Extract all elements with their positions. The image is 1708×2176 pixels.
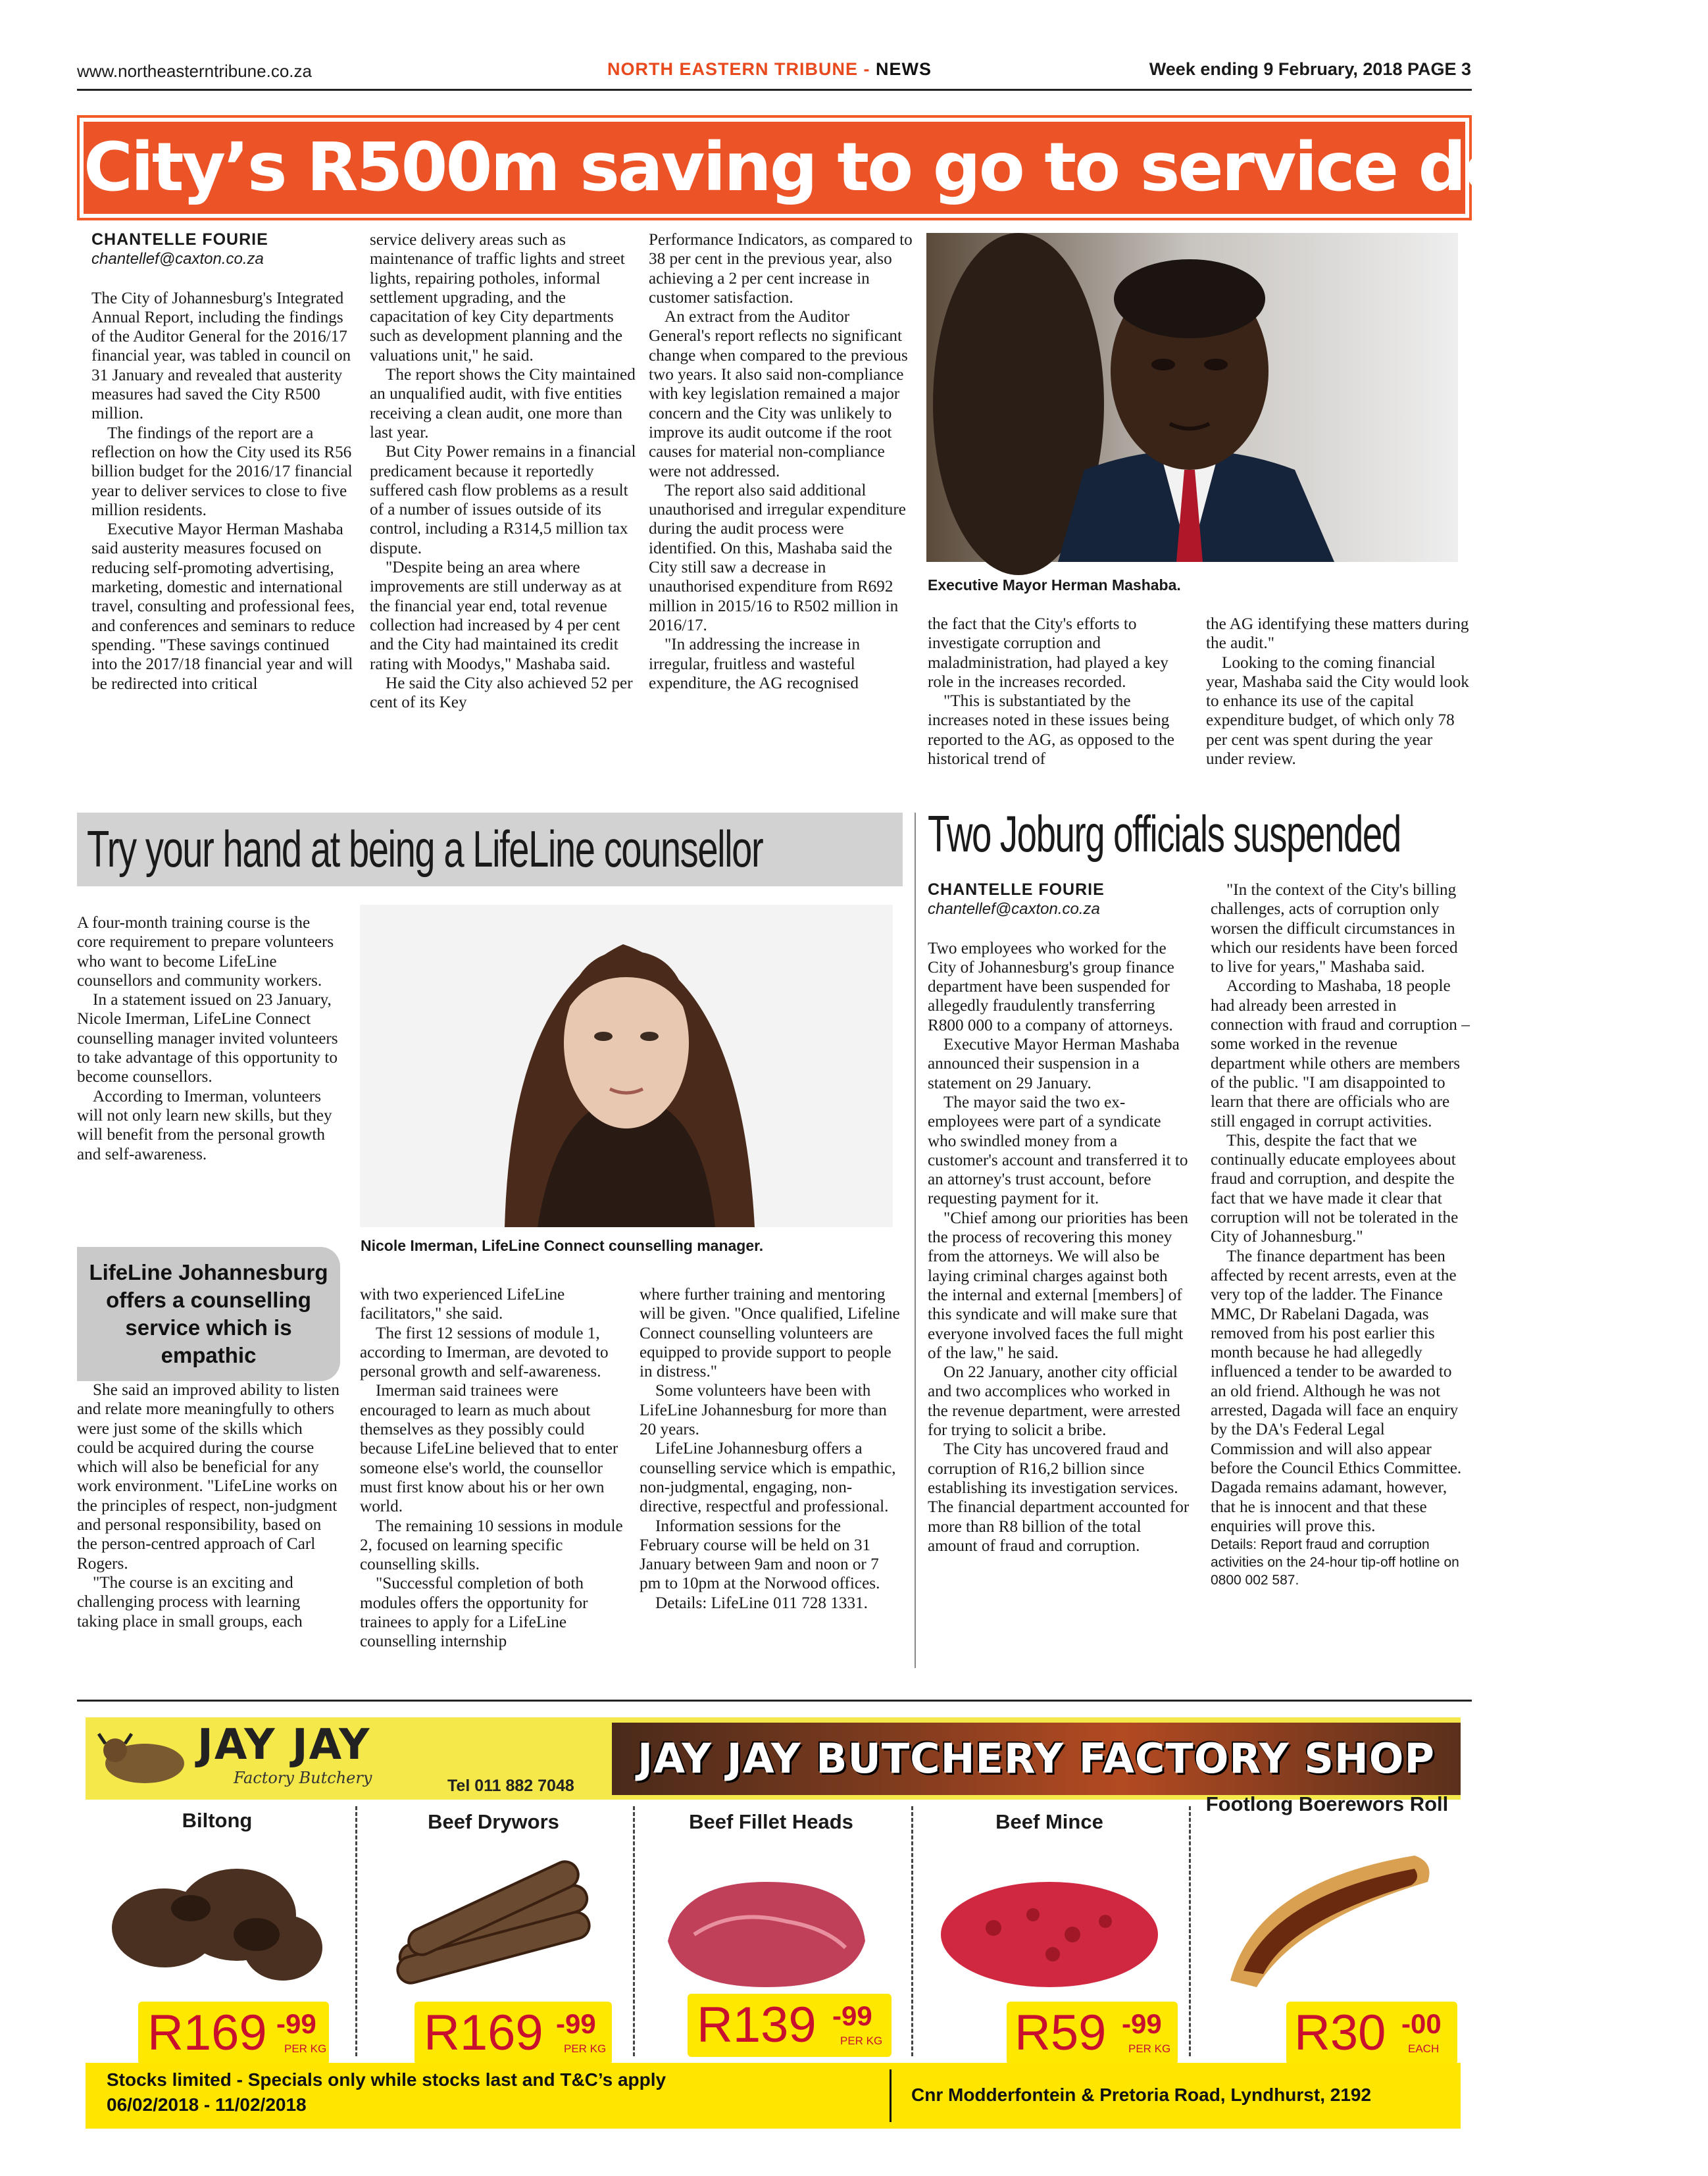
paragraph: "Successful completion of both modules offers the opportunity for trainees to apply for a LifeLine counselling internship — [360, 1575, 588, 1651]
imerman-photo — [360, 905, 893, 1227]
fillet-image — [655, 1856, 878, 1994]
paragraph: Two employees who worked for the City of Johannesburg's group finance department have been suspended for allegedly fraudulently transferring R800 000 to a company of attorneys. — [928, 939, 1174, 1034]
price-cents: -99 — [276, 2008, 316, 2039]
story1-email: chantellef@caxton.co.za — [91, 250, 264, 268]
story2-column-1 — [77, 1380, 340, 1631]
paragraph: LifeLine Johannesburg offers a counselling service which is empathic, non-judgmental, engaging, non-directive, respectful and professional. — [640, 1440, 896, 1516]
site-url: www.northeasterntribune.co.za — [77, 61, 312, 81]
price-tag — [1007, 2002, 1178, 2065]
mashaba-photo-art — [926, 233, 1458, 562]
paragraph: the fact that the City's efforts to investigate corruption and maladministration, had played a key role in the increases recorded. — [928, 615, 1168, 691]
paragraph: The remaining 10 sessions in module 2, focused on learning specific counselling skills. — [360, 1517, 623, 1574]
story1-column-1 — [91, 230, 358, 694]
imerman-caption: Nicole Imerman, LifeLine Connect counselling manager. — [361, 1237, 764, 1254]
ad-top-rule — [77, 1700, 1472, 1702]
story1-column-3 — [649, 230, 915, 693]
paragraph: The findings of the report are a reflection on how the City used its R56 billion budget for the 2016/17 financial year to deliver services to close to five million residents. — [91, 424, 353, 519]
dateline: Week ending 9 February, 2018 PAGE 3 — [1149, 59, 1471, 79]
story2-intro — [77, 913, 340, 1164]
ad-terms: Stocks limited - Specials only while stocks last and T&C’s apply — [107, 2069, 666, 2090]
product-name: Beef Mince — [995, 1810, 1103, 1833]
price-tag — [138, 2002, 329, 2065]
paragraph: A four-month training course is the core requirement to prepare volunteers who want to become LifeLine counsellors and community workers. — [77, 914, 334, 990]
paragraph: "In addressing the increase in irregular, fruitless and wasteful expenditure, the AG recognised — [649, 636, 861, 692]
story1-column-2 — [370, 230, 636, 712]
product-name: Biltong — [182, 1809, 253, 1832]
story1-column-4 — [928, 615, 1191, 769]
price-cents: -99 — [1122, 2008, 1162, 2039]
paragraph: Information sessions for the February course will be held on 31 January between 9am and noon or 7 pm to 10pm at the Norwood offices. — [640, 1517, 880, 1593]
story1-banner — [77, 115, 1708, 220]
story3-column-1 — [928, 880, 1191, 1556]
price-rand: R30 — [1294, 2005, 1386, 2061]
paragraph: "Chief among our priorities has been the process of recovering this money from the attorneys. We will also be laying criminal charges against both the internal and external [members] of this syndicate and will make sure that everyone involved faces the full might of the law," he said. — [928, 1209, 1188, 1362]
paragraph: service delivery areas such as maintenance of traffic lights and street lights, repairing potholes, informal settlement upgrading, and the capacitation of key City departments such as development planning and the valuations unit," he said. — [370, 231, 625, 365]
price-rand: R169 — [424, 2005, 543, 2061]
boerewors-roll-image — [1217, 1842, 1441, 1994]
column-divider — [915, 813, 916, 1668]
paragraph: According to Imerman, volunteers will not only learn new skills, but they will benefit from the personal growth and self-awareness. — [77, 1087, 332, 1163]
paragraph: An extract from the Auditor General's report reflects no significant change when compared to the previous two years. It also said non-compliance with key legislation remained a major concern and the City was unlikely to improve its audit outcome if the root causes for material non-compliance were not addressed. — [649, 308, 908, 480]
paragraph: The finance department has been affected by recent arrests, even at the very top of the ladder. The Finance MMC, Dr Rabelani Dagada, was removed from his post earlier this month because he had allegedly influenced a tender to be awarded to an old friend. Although he was not arrested, Dagada will face an enquiry by the DA's Federal Legal Commission and will also appear before the Council Ethics Committee. Dagada remains adamant, however, that he is innocent and that these enquiries will prove this. — [1211, 1247, 1462, 1535]
paragraph: "In the context of the City's billing challenges, acts of corruption only worsen the difficult circumstances in which our residents have been forced to live for years," Mashaba said. — [1211, 881, 1458, 976]
mince-image — [934, 1856, 1165, 1994]
paragraph: Some volunteers have been with LifeLine Johannesburg for more than 20 years. — [640, 1382, 887, 1439]
paragraph: In a statement issued on 23 January, Nicole Imerman, LifeLine Connect counselling manager invited volunteers to take advantage of this opportunity to become counsellors. — [77, 991, 338, 1086]
ad-dates: 06/02/2018 - 11/02/2018 — [107, 2094, 307, 2115]
paragraph: According to Mashaba, 18 people had already been arrested in connection with fraud and corruption – some worked in the revenue department while others are members of the public. "I am disappointed to learn that there are officials who are still engaged in corrupt activities. — [1211, 977, 1470, 1130]
price-unit: PER KG — [1128, 2042, 1171, 2055]
product-name: Footlong Boerewors Roll — [1205, 1792, 1449, 1815]
price-tag — [688, 1994, 892, 2057]
header-rule — [77, 89, 1472, 91]
story1-column-5 — [1206, 615, 1469, 769]
price-rand: R169 — [147, 2005, 267, 2061]
paragraph: The City has uncovered fraud and corruption of R16,2 billion since establishing its investigation services. The financial department accounted for more than R8 billion of the total amount of fraud and corruption. — [928, 1440, 1190, 1555]
imerman-photo-art — [360, 905, 893, 1227]
product-divider — [633, 1806, 635, 2056]
ad-logo: JAY JAY — [197, 1721, 371, 1769]
story2-column-3 — [640, 1285, 903, 1613]
paragraph: the AG identifying these matters during the audit." — [1206, 615, 1469, 653]
paragraph: The City of Johannesburg's Integrated Annual Report, including the findings of the Auditor General for the 2016/17 financial year, was tabled in council on 31 January and revealed that austerity measures had saved the City R500 million. — [91, 289, 351, 423]
paper-name: NORTH EASTERN TRIBUNE — [607, 59, 858, 79]
story2-column-2 — [360, 1285, 623, 1652]
paragraph: "Despite being an area where improvements are still underway as at the financial year end, total revenue collection had increased by 4 per cent and the City had maintained its credit rating with Moodys," Mashaba said. — [370, 559, 622, 673]
drywors-image — [382, 1856, 605, 1994]
paragraph: The mayor said the two ex-employees were part of a syndicate who swindled money from a customer's account and transferred it to an attorney's trust account, before requesting payment for it. — [928, 1093, 1188, 1208]
story3-byline: CHANTELLE FOURIE — [928, 880, 1105, 899]
ad-phone: Tel 011 882 7048 — [447, 1777, 574, 1795]
paragraph: where further training and mentoring will be given. "Once qualified, Lifeline Connect counselling volunteers are equipped to provide support to people in distress." — [640, 1286, 900, 1381]
paragraph: Looking to the coming financial year, Mashaba said the City would look to enhance its use of the capital expenditure budget, of which only 78 per cent was spent during the year under review. — [1206, 653, 1469, 769]
story3-details: Details: Report fraud and corruption activities on the 24-hour tip-off hotline on 0800 002 587. — [1211, 1537, 1459, 1588]
product-divider — [911, 1806, 913, 2056]
story2-headline: Try your hand at being a LifeLine counsellor — [87, 820, 763, 878]
product-divider — [1189, 1806, 1191, 2056]
story1-byline: CHANTELLE FOURIE — [91, 230, 268, 249]
paragraph: The report shows the City maintained an unqualified audit, with five entities receiving a clean audit, one more than last year. — [370, 366, 636, 442]
section-name: NEWS — [876, 59, 932, 79]
paragraph: Details: LifeLine 011 728 1331. — [655, 1594, 868, 1612]
paragraph: This, despite the fact that we continually educate employees about fraud and corruption, and despite the fact that we have made it clear that corruption will not be tolerated in the City of Johannesburg." — [1211, 1131, 1459, 1246]
product-name: Beef Drywors — [428, 1810, 559, 1833]
ad-title: JAY JAY BUTCHERY FACTORY SHOP — [612, 1723, 1461, 1795]
paragraph: She said an improved ability to listen and relate more meaningfully to others were just some of the skills which could be acquired during the course which will also be beneficial for any work environment. "LifeLine works on the principles of respect, non-judgment and personal responsibility, based on the person-centred approach of Carl Rogers. — [77, 1381, 339, 1573]
story3-headline: Two Joburg officials suspended — [928, 805, 1401, 863]
paragraph: "This is substantiated by the increases noted in these issues being reported to the AG, as opposed to the historical trend of — [928, 692, 1174, 769]
ad-logo-sub: Factory Butchery — [234, 1769, 372, 1787]
price-tag — [414, 2002, 612, 2065]
price-tag — [1286, 2002, 1457, 2065]
product-divider — [355, 1806, 357, 2056]
paragraph: He said the City also achieved 52 per cent of its Key — [370, 674, 633, 712]
product-name: Beef Fillet Heads — [689, 1810, 853, 1833]
story1-headline: City’s R500m saving to go to service delivery — [84, 122, 1465, 214]
paragraph: Executive Mayor Herman Mashaba said austerity measures focused on reducing self-promoting advertising, marketing, domestic and international travel, consulting and professional fees, and conferences and seminars to reduce spending. "These savings continued into the 2017/18 financial year and will be redirected into critical — [91, 520, 355, 693]
footer-divider — [890, 2069, 892, 2122]
paragraph: The first 12 sessions of module 1, according to Imerman, are devoted to personal growth and self-awareness. — [360, 1324, 609, 1381]
biltong-image — [105, 1849, 329, 1994]
paragraph: Performance Indicators, as compared to 38 per cent in the previous year, also achieving a 2 per cent increase in customer satisfaction. — [649, 231, 913, 307]
price-unit: PER KG — [564, 2042, 607, 2055]
price-cents: -99 — [556, 2008, 596, 2039]
mashaba-photo — [926, 233, 1458, 562]
price-cents: -00 — [1401, 2008, 1442, 2039]
paragraph: Executive Mayor Herman Mashaba announced their suspension in a statement on 29 January. — [928, 1036, 1180, 1092]
price-unit: PER KG — [284, 2042, 327, 2055]
price-rand: R139 — [697, 1997, 816, 2053]
price-unit: EACH — [1408, 2042, 1440, 2055]
story3-email: chantellef@caxton.co.za — [928, 900, 1100, 919]
ad-address: Cnr Modderfontein & Pretoria Road, Lyndhurst, 2192 — [911, 2085, 1372, 2105]
price-cents: -99 — [832, 2000, 872, 2031]
paragraph: "The course is an exciting and challenging process with learning taking place in small groups, each — [77, 1573, 303, 1631]
paragraph: with two experienced LifeLine facilitators," she said. — [360, 1286, 565, 1323]
paragraph: But City Power remains in a financial predicament because it reportedly suffered cash flow problems as a result of a number of issues outside of its control, including a R314,5 million tax dispute. — [370, 443, 636, 557]
price-rand: R59 — [1015, 2005, 1107, 2061]
price-unit: PER KG — [840, 2035, 883, 2047]
paragraph: The report also said additional unauthorised and irregular expenditure during the audit process were identified. On this, Mashaba said the City still saw a decrease in unauthorised expenditure from R692 million in 2015/16 to R502 million in 2016/17. — [649, 481, 906, 634]
story2-pullquote: LifeLine Johannesburg offers a counselling service which is empathic — [77, 1247, 340, 1381]
paragraph: Imerman said trainees were encouraged to learn as much about themselves as they possibly could because LifeLine believed that to enter someone else's world, the counsellor must first know about his or her own world. — [360, 1382, 618, 1516]
masthead-section: NORTH EASTERN TRIBUNE - NEWS — [607, 59, 932, 79]
paragraph: On 22 January, another city official and two accomplices who worked in the revenue department, were arrested for trying to solicit a bribe. — [928, 1363, 1180, 1440]
story3-column-2 — [1211, 880, 1470, 1589]
bull-logo-icon — [99, 1724, 191, 1790]
mashaba-caption: Executive Mayor Herman Mashaba. — [928, 576, 1181, 594]
